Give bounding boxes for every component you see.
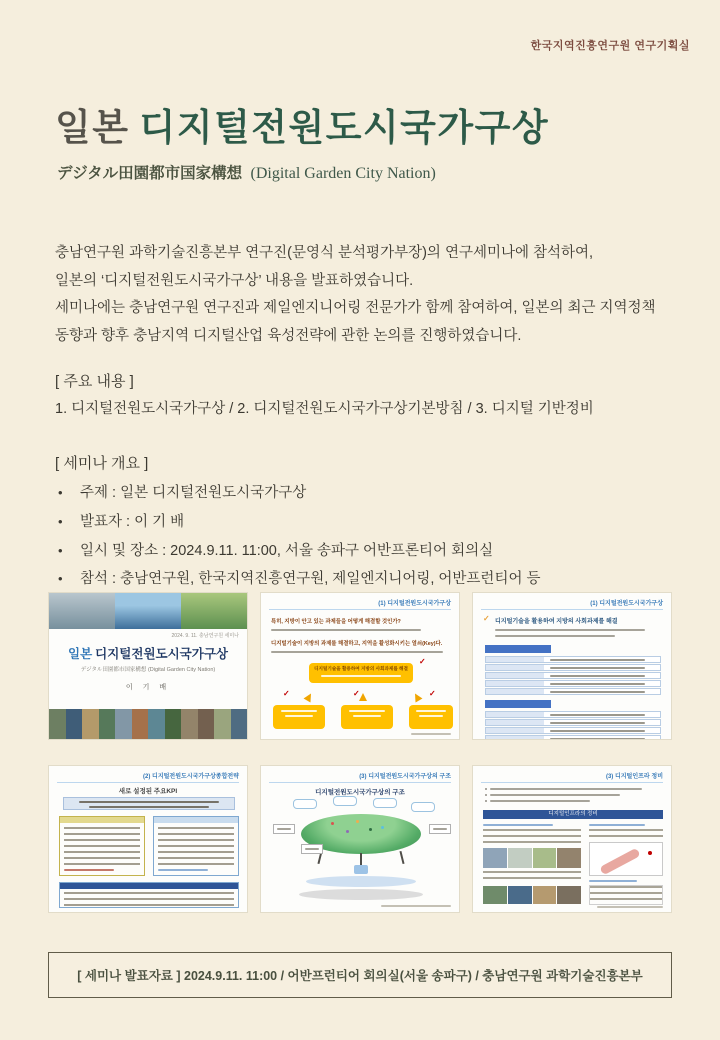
collage-cell: [231, 709, 248, 739]
page-title-main: 디지털전원도시국가구상: [139, 107, 550, 148]
collage-cell: [115, 709, 132, 739]
label-box: [301, 844, 323, 854]
table-row: [485, 680, 661, 687]
table-row: [485, 727, 661, 734]
mini-image: [508, 886, 532, 904]
diagram-center-box: [309, 663, 413, 683]
text-line-skeleton: [490, 794, 620, 796]
kpi-banner: [63, 797, 235, 810]
table-caption-bar: [485, 700, 551, 708]
table-row: [485, 672, 661, 679]
kpi-left-box: [59, 816, 145, 876]
text-line-skeleton: [353, 715, 381, 717]
page-subtitle-japanese: デジタル田園都市国家構想: [57, 165, 243, 182]
left-column: [483, 824, 581, 904]
cell-text-skeleton: [550, 722, 645, 724]
text-line-skeleton: [271, 629, 421, 631]
slide-header: (3) 디지털전원도시국가구상의 구조: [359, 774, 451, 780]
bullet-icon: •: [58, 571, 63, 587]
check-icon: ✓: [429, 689, 436, 698]
header-rule: [481, 609, 663, 610]
check-icon: ✓: [483, 614, 490, 623]
map-dot: [331, 822, 334, 825]
collage-cell: [82, 709, 99, 739]
list-item-text: 주제 : 일본 디지털전원도시국가구상: [80, 485, 307, 501]
cover-photo-collage: [49, 709, 247, 739]
cell-text-skeleton: [550, 714, 645, 716]
table-row: [485, 711, 661, 718]
slide-key-line: 디지털기술이 지방의 과제를 해결하고, 지역을 활성화시키는 열쇠(Key)다.: [271, 641, 443, 647]
label-box: [429, 824, 451, 834]
cell-text-skeleton: [550, 730, 645, 732]
map-dot: [648, 851, 652, 855]
text-line-skeleton: [321, 675, 401, 677]
collage-cell: [49, 709, 66, 739]
text-block-skeleton: [589, 885, 663, 905]
bullet-line: [485, 800, 590, 802]
collage-cell: [214, 709, 231, 739]
caption-skeleton: [381, 905, 451, 907]
kpi-right-box: [153, 816, 239, 876]
intro-line: 세미나에는 충남연구원 연구진과 제일엔지니어링 전문가가 함께 참여하여, 일본의 최근 지역정책: [55, 300, 656, 316]
seminar-overview-list: [58, 479, 541, 594]
text-line-skeleton: [419, 715, 443, 717]
list-item: [58, 508, 541, 537]
slide-title: 디지털전원도시국가구상의 구조: [315, 789, 405, 796]
cloud-shape: [373, 798, 397, 808]
harbor-photo: [115, 593, 181, 629]
slide-thumb-social-issues[interactable]: [472, 592, 672, 740]
text-line-skeleton: [495, 635, 615, 637]
footer-text: [ 세미나 발표자료 ] 2024.9.11. 11:00 / 어반프런티어 회의실(서울 송파구) / 충남연구원 과학기술진흥본부: [77, 969, 643, 983]
arrow-up-icon: [359, 693, 367, 701]
slide-title: 새로 설정된 주요KPI: [118, 788, 178, 795]
mini-image: [483, 886, 507, 904]
bullet-line: [485, 794, 620, 796]
table-caption-bar: [485, 645, 551, 653]
page-subtitle: [57, 161, 436, 183]
cover-photo-strip: [49, 593, 247, 629]
cover-speaker: 이 기 배: [125, 684, 171, 691]
text-block-skeleton: [589, 829, 663, 839]
mini-image: [533, 848, 557, 868]
text-line-skeleton: [589, 880, 637, 882]
cover-title-main: 디지털전원도시국가구상: [95, 647, 228, 661]
text-block-skeleton: [64, 892, 234, 906]
cover-title-prefix: 일본: [68, 647, 93, 661]
japan-map: [589, 842, 663, 876]
collage-cell: [148, 709, 165, 739]
text-line-skeleton: [285, 715, 313, 717]
text-line-skeleton: [89, 806, 209, 808]
collage-cell: [181, 709, 198, 739]
main-contents-heading: [ 주요 내용 ]: [55, 373, 134, 390]
seminar-overview-heading: [ 세미나 개요 ]: [55, 455, 149, 472]
mini-image: [533, 886, 557, 904]
list-item: [58, 479, 541, 508]
slide-thumb-structure[interactable]: [260, 765, 460, 913]
cloud-shape: [293, 799, 317, 809]
text-line-skeleton: [158, 869, 208, 871]
collage-cell: [165, 709, 182, 739]
footnote-skeleton: [411, 733, 451, 735]
cell-text-skeleton: [550, 738, 645, 740]
slide-thumb-infrastructure[interactable]: [472, 765, 672, 913]
cell-text-skeleton: [550, 675, 645, 677]
slide-thumb-challenges[interactable]: [260, 592, 460, 740]
intro-paragraph: [55, 240, 656, 350]
text-line-skeleton: [416, 710, 446, 712]
slide-header: (1) 디지털전원도시국가구상: [378, 601, 451, 607]
cell-text-skeleton: [550, 683, 645, 685]
image-strip: [483, 886, 581, 904]
table-row: [485, 719, 661, 726]
base-ellipse: [299, 889, 423, 900]
mini-image: [557, 886, 581, 904]
bullet-icon: •: [58, 485, 63, 500]
slide-thumb-cover[interactable]: [48, 592, 248, 740]
page-title-prefix: 일본: [55, 107, 130, 148]
cover-title: [49, 644, 247, 662]
text-line-skeleton: [79, 801, 219, 803]
header-rule: [57, 782, 239, 783]
map-dot: [346, 830, 349, 833]
table-row: [485, 735, 661, 740]
check-icon: ✓: [353, 689, 360, 698]
list-item-text: 발표자 : 이 기 배: [80, 513, 185, 530]
text-block-skeleton: [158, 827, 234, 867]
bullet-icon: [485, 794, 487, 796]
intro-line: 일본의 ‘디지털전원도시국가구상’ 내용을 발표하였습니다.: [55, 272, 414, 289]
cloud-shape: [333, 796, 357, 806]
box-header-bar: [154, 817, 238, 823]
box-header-bar: [60, 817, 144, 823]
slide-header: (1) 디지털전원도시국가구상: [590, 601, 663, 607]
text-line-skeleton: [483, 824, 553, 826]
main-contents-items: 1. 디지털전원도시국가구상 / 2. 디지털전원도시국가구상기본방침 / 3. 디지털 기반정비: [55, 401, 594, 417]
city-photo: [49, 593, 115, 629]
slide-question-line: 특히, 지방이 안고 있는 과제들을 어떻게 해결할 것인가?: [271, 619, 401, 625]
text-line-skeleton: [490, 788, 642, 790]
list-item: [58, 565, 541, 594]
text-block-skeleton: [64, 827, 140, 867]
platform-ellipse: [306, 876, 416, 887]
fields-photo: [181, 593, 247, 629]
slide-header: (3) 디지털인프라 정비: [605, 774, 663, 780]
header-rule: [269, 782, 451, 783]
text-line-skeleton: [490, 800, 590, 802]
collage-cell: [99, 709, 116, 739]
right-column: [589, 824, 663, 905]
collage-cell: [198, 709, 215, 739]
diagram-sub-box: [409, 705, 453, 729]
japan-shape: [599, 848, 640, 876]
diagram-sub-box: [341, 705, 393, 729]
page-title: [55, 97, 549, 151]
text-line-skeleton: [64, 869, 114, 871]
check-icon: ✓: [419, 657, 426, 666]
table-row: [485, 656, 661, 663]
arrow-up-icon: [304, 692, 315, 703]
list-item-text: 참석 : 충남연구원, 한국지역진흥연구원, 제일엔지니어링, 어반프런티어 등: [80, 571, 541, 588]
connector-box: [354, 865, 368, 874]
mini-image: [508, 848, 532, 868]
map-dot: [381, 826, 384, 829]
text-line-skeleton: [349, 710, 385, 712]
table-row: [485, 664, 661, 671]
mini-image: [557, 848, 581, 868]
slide-thumbnail-grid: [48, 592, 672, 913]
collage-cell: [66, 709, 83, 739]
check-icon: ✓: [283, 689, 290, 698]
bullet-icon: •: [58, 513, 63, 529]
cloud-shape: [411, 802, 435, 812]
cell-text-skeleton: [550, 659, 645, 661]
text-block-skeleton: [483, 871, 581, 883]
cover-subtitle: デジタル田園都市国家構想 (Digital Garden City Nation): [80, 667, 216, 673]
header-rule: [269, 609, 451, 610]
list-item: [58, 537, 541, 566]
bullet-icon: [485, 788, 487, 790]
diagram-sub-box: [273, 705, 325, 729]
box-header-bar: [60, 883, 238, 889]
slide-heading: 디지털기술을 활용하여 지방의 사회과제를 해결: [495, 619, 618, 625]
island-leg: [399, 851, 404, 864]
cell-text-skeleton: [550, 691, 645, 693]
map-dot: [356, 820, 359, 823]
cover-date-note: 2024. 9. 11. 충남연구원 세미나: [171, 633, 239, 639]
arrow-up-icon: [412, 692, 423, 703]
intro-line: 동향과 향후 충남지역 디지털산업 육성전략에 관한 논의를 진행하였습니다.: [55, 327, 522, 344]
slide-thumb-kpi[interactable]: [48, 765, 248, 913]
map-dot: [369, 828, 372, 831]
bullet-icon: •: [58, 542, 63, 558]
collage-cell: [132, 709, 149, 739]
list-item-text: 일시 및 장소 : 2024.9.11. 11:00, 서울 송파구 어반프론티어 회의실: [80, 542, 494, 559]
text-line-skeleton: [495, 629, 645, 631]
slide-header: (2) 디지털전원도시국가구상종합전략: [143, 774, 239, 780]
page-subtitle-english: (Digital Garden City Nation): [250, 165, 436, 182]
text-line-skeleton: [271, 651, 443, 653]
header-rule: [481, 782, 663, 783]
diagram-center-box-label: 디지털기술을 활용하여 지방의 사회과제를 해결: [314, 666, 408, 671]
cell-text-skeleton: [550, 667, 645, 669]
org-header: 한국지역진흥연구원 연구기획실: [530, 40, 690, 52]
infrastructure-title-bar: 디지털인프라의 정비: [483, 810, 663, 819]
bullet-line: [485, 788, 642, 790]
text-line-skeleton: [589, 824, 645, 826]
image-strip: [483, 848, 581, 868]
intro-line: 충남연구원 과학기술진흥본부 연구진(문영식 분석평가부장)의 연구세미나에 참석하여,: [55, 245, 594, 261]
caption-skeleton: [597, 906, 663, 908]
bullet-icon: [485, 800, 487, 802]
mini-image: [483, 848, 507, 868]
kpi-bottom-box: [59, 882, 239, 908]
table-row: [485, 688, 661, 695]
label-box: [273, 824, 295, 834]
footer-box: [48, 952, 672, 998]
text-block-skeleton: [483, 829, 581, 845]
text-line-skeleton: [281, 710, 317, 712]
